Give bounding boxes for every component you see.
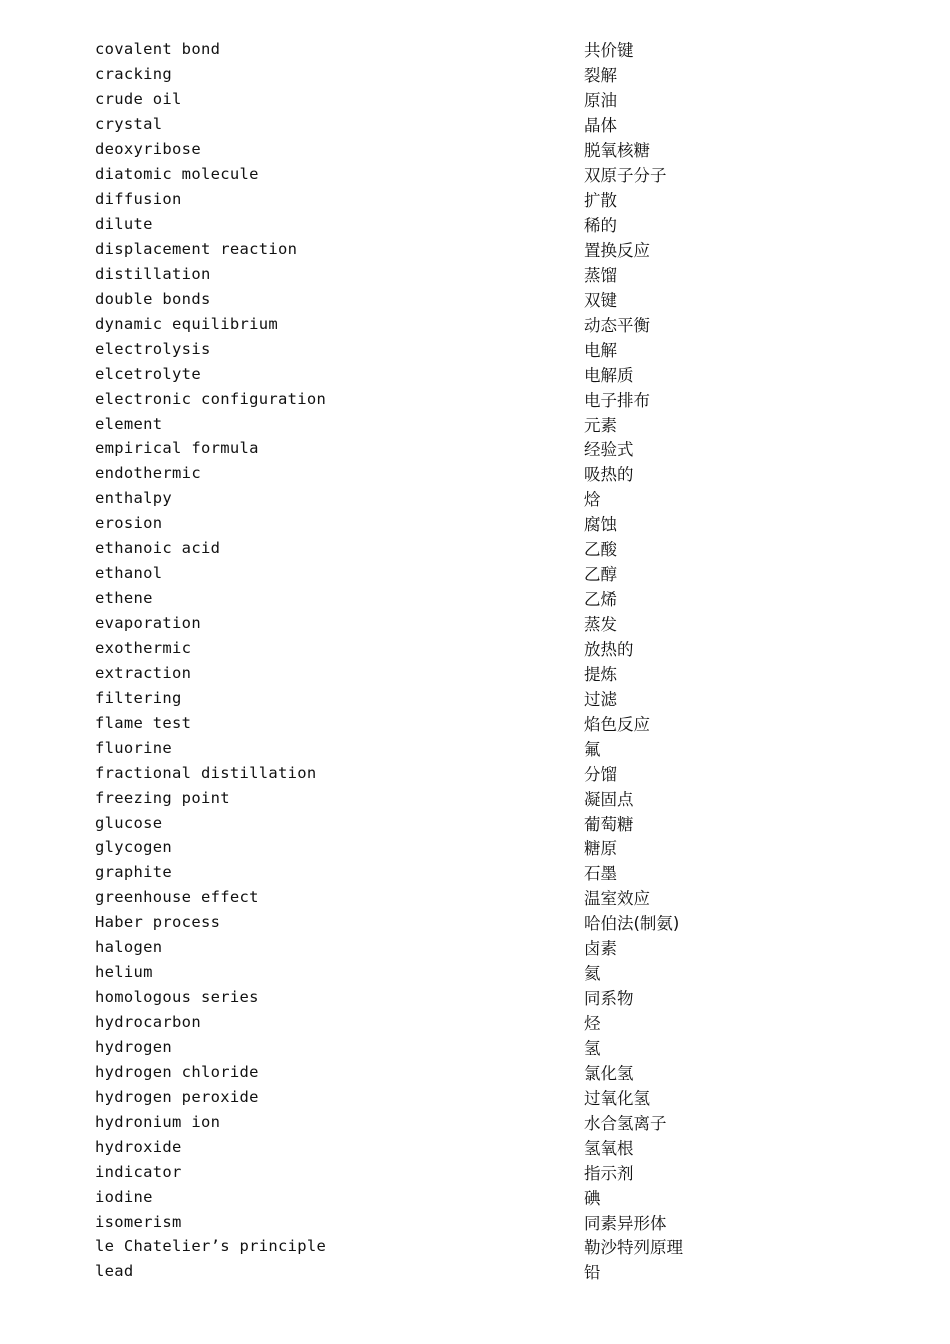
term-english: ethene	[95, 589, 153, 608]
term-chinese: 水合氢离子	[584, 1113, 667, 1133]
glossary-row	[95, 1059, 815, 1084]
term-chinese: 凝固点	[584, 789, 634, 809]
term-chinese: 晶体	[584, 116, 617, 136]
term-english: electronic configuration	[95, 389, 327, 408]
term-english: cracking	[95, 65, 173, 84]
term-chinese: 扩散	[584, 191, 617, 211]
term-chinese: 过滤	[584, 689, 617, 709]
glossary-row	[95, 710, 815, 735]
term-chinese: 放热的	[584, 639, 634, 659]
term-english: electrolysis	[95, 339, 211, 358]
term-english: diffusion	[95, 190, 182, 209]
term-chinese: 裂解	[584, 66, 617, 86]
term-english: hydronium ion	[95, 1112, 221, 1131]
term-chinese: 双原子分子	[584, 166, 667, 186]
glossary-row	[95, 411, 815, 436]
term-english: diatomic molecule	[95, 165, 259, 184]
term-english: hydrocarbon	[95, 1013, 201, 1032]
term-chinese: 元素	[584, 415, 617, 435]
term-chinese: 分馏	[584, 764, 617, 784]
term-english: double bonds	[95, 289, 211, 308]
glossary-row	[95, 237, 815, 262]
term-english: homologous series	[95, 988, 259, 1007]
glossary-row	[95, 586, 815, 611]
term-chinese: 氢氧根	[584, 1138, 634, 1158]
term-english: extraction	[95, 663, 192, 682]
term-english: graphite	[95, 863, 173, 882]
term-english: crystal	[95, 115, 163, 134]
term-chinese: 经验式	[584, 440, 634, 460]
term-english: glucose	[95, 813, 163, 832]
glossary-row	[95, 261, 815, 286]
glossary-row	[95, 37, 815, 62]
glossary-row	[95, 137, 815, 162]
term-chinese: 氟	[584, 739, 601, 759]
glossary-row	[95, 112, 815, 137]
glossary-row	[95, 910, 815, 935]
glossary-list	[95, 37, 815, 1284]
term-english: fluorine	[95, 738, 173, 757]
glossary-row	[95, 311, 815, 336]
glossary-row	[95, 461, 815, 486]
glossary-row	[95, 685, 815, 710]
glossary-row	[95, 561, 815, 586]
glossary-row	[95, 636, 815, 661]
term-chinese: 腐蚀	[584, 515, 617, 535]
term-chinese: 过氧化氢	[584, 1088, 650, 1108]
term-chinese: 电解	[584, 340, 617, 360]
glossary-row	[95, 1234, 815, 1259]
term-english: evaporation	[95, 614, 201, 633]
glossary-row	[95, 935, 815, 960]
glossary-row	[95, 660, 815, 685]
glossary-row	[95, 885, 815, 910]
glossary-row	[95, 62, 815, 87]
term-english: deoxyribose	[95, 140, 201, 159]
term-chinese: 哈伯法(制氨)	[584, 914, 680, 934]
glossary-row	[95, 511, 815, 536]
term-english: Haber process	[95, 913, 221, 932]
term-english: hydrogen peroxide	[95, 1087, 259, 1106]
term-chinese: 原油	[584, 91, 617, 111]
term-chinese: 置换反应	[584, 240, 650, 260]
term-english: halogen	[95, 938, 163, 957]
glossary-row	[95, 810, 815, 835]
glossary-row	[95, 735, 815, 760]
glossary-row	[95, 1084, 815, 1109]
glossary-row	[95, 486, 815, 511]
term-chinese: 蒸发	[584, 615, 617, 635]
term-chinese: 电解质	[584, 365, 634, 385]
term-chinese: 指示剂	[584, 1163, 634, 1183]
term-english: isomerism	[95, 1212, 182, 1231]
term-chinese: 共价键	[584, 41, 634, 61]
glossary-row	[95, 536, 815, 561]
term-chinese: 吸热的	[584, 465, 634, 485]
term-chinese: 葡萄糖	[584, 814, 634, 834]
glossary-row	[95, 1259, 815, 1284]
glossary-row	[95, 1035, 815, 1060]
glossary-row	[95, 162, 815, 187]
glossary-row	[95, 1209, 815, 1234]
term-english: element	[95, 414, 163, 433]
glossary-row	[95, 286, 815, 311]
term-english: enthalpy	[95, 489, 173, 508]
term-chinese: 提炼	[584, 664, 617, 684]
term-english: empirical formula	[95, 439, 259, 458]
term-english: exothermic	[95, 638, 192, 657]
glossary-row	[95, 1184, 815, 1209]
term-english: ethanol	[95, 564, 163, 583]
glossary-row	[95, 835, 815, 860]
term-chinese: 稀的	[584, 216, 617, 236]
term-english: hydrogen chloride	[95, 1062, 259, 1081]
term-chinese: 勒沙特列原理	[584, 1238, 683, 1258]
glossary-row	[95, 785, 815, 810]
term-english: lead	[95, 1262, 134, 1281]
term-english: endothermic	[95, 464, 201, 483]
term-chinese: 温室效应	[584, 889, 650, 909]
term-chinese: 烃	[584, 1014, 601, 1034]
glossary-row	[95, 336, 815, 361]
term-chinese: 氦	[584, 964, 601, 984]
glossary-row	[95, 1159, 815, 1184]
term-english: displacement reaction	[95, 239, 298, 258]
glossary-row	[95, 361, 815, 386]
term-english: le Chatelier’s principle	[95, 1237, 327, 1256]
term-chinese: 乙烯	[584, 590, 617, 610]
term-chinese: 电子排布	[584, 390, 650, 410]
term-english: ethanoic acid	[95, 539, 221, 558]
term-chinese: 乙醇	[584, 565, 617, 585]
term-english: greenhouse effect	[95, 888, 259, 907]
term-chinese: 同系物	[584, 989, 634, 1009]
term-chinese: 糖原	[584, 839, 617, 859]
glossary-row	[95, 1010, 815, 1035]
term-english: glycogen	[95, 838, 173, 857]
glossary-row	[95, 212, 815, 237]
glossary-row	[95, 436, 815, 461]
glossary-row	[95, 960, 815, 985]
term-english: distillation	[95, 264, 211, 283]
glossary-row	[95, 760, 815, 785]
term-chinese: 乙酸	[584, 540, 617, 560]
term-english: freezing point	[95, 788, 230, 807]
term-english: elcetrolyte	[95, 364, 201, 383]
term-english: dynamic equilibrium	[95, 314, 279, 333]
term-english: indicator	[95, 1162, 182, 1181]
glossary-row	[95, 860, 815, 885]
term-chinese: 同素异形体	[584, 1213, 667, 1233]
glossary-row	[95, 187, 815, 212]
term-english: iodine	[95, 1187, 153, 1206]
term-chinese: 卤素	[584, 939, 617, 959]
glossary-row	[95, 87, 815, 112]
term-english: filtering	[95, 688, 182, 707]
glossary-row	[95, 386, 815, 411]
term-chinese: 动态平衡	[584, 315, 650, 335]
term-english: flame test	[95, 713, 192, 732]
term-english: hydrogen	[95, 1037, 173, 1056]
term-english: covalent bond	[95, 40, 221, 59]
term-english: helium	[95, 963, 153, 982]
term-english: crude oil	[95, 90, 182, 109]
term-chinese: 氢	[584, 1038, 601, 1058]
term-english: dilute	[95, 215, 153, 234]
glossary-row	[95, 985, 815, 1010]
glossary-row	[95, 1109, 815, 1134]
term-english: fractional distillation	[95, 763, 317, 782]
term-chinese: 石墨	[584, 864, 617, 884]
glossary-row	[95, 611, 815, 636]
term-chinese: 双键	[584, 290, 617, 310]
term-chinese: 碘	[584, 1188, 601, 1208]
term-english: erosion	[95, 514, 163, 533]
term-chinese: 脱氧核糖	[584, 141, 650, 161]
term-chinese: 铅	[584, 1263, 601, 1283]
term-chinese: 氯化氢	[584, 1063, 634, 1083]
term-chinese: 蒸馏	[584, 265, 617, 285]
term-chinese: 焰色反应	[584, 714, 650, 734]
term-english: hydroxide	[95, 1137, 182, 1156]
glossary-row	[95, 1134, 815, 1159]
term-chinese: 焓	[584, 490, 601, 510]
